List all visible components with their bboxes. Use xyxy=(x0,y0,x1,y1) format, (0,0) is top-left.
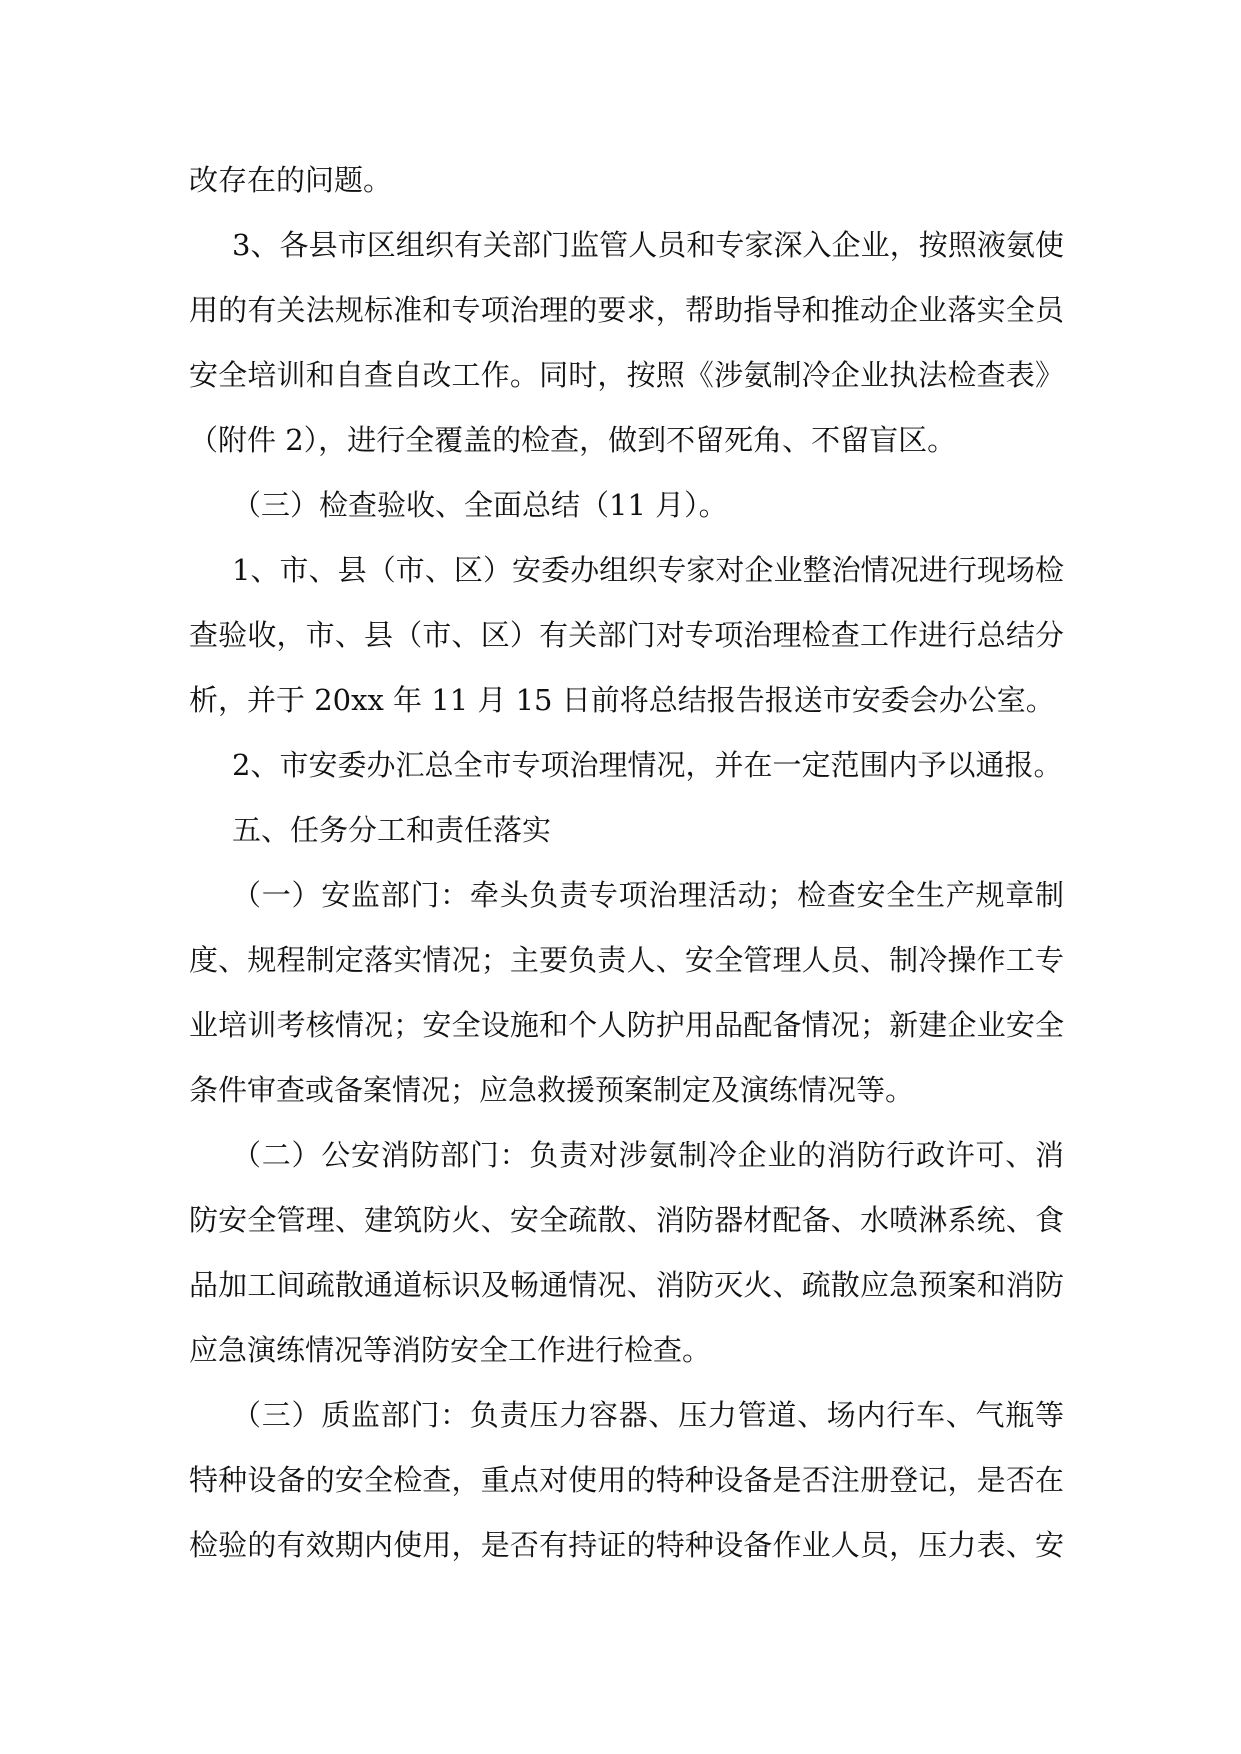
text-line: 度、规程制定落实情况；主要负责人、安全管理人员、制冷操作工专 xyxy=(189,943,1064,977)
text-line: 特种设备的安全检查，重点对使用的特种设备是否注册登记，是否在 xyxy=(189,1463,1064,1497)
text-line: 应急演练情况等消防安全工作进行检查。 xyxy=(189,1333,712,1367)
section-heading-3: （三）检查验收、全面总结（11 月）。 xyxy=(232,488,728,522)
text-line-sub-2: （二）公安消防部门：负责对涉氨制冷企业的消防行政许可、消 xyxy=(232,1138,1064,1172)
text-line-sub-1: （一）安监部门：牵头负责专项治理活动；检查安全生产规章制 xyxy=(232,878,1064,912)
text-line: 检验的有效期内使用，是否有持证的特种设备作业人员，压力表、安 xyxy=(189,1528,1064,1562)
text-line: 用的有关法规标准和专项治理的要求，帮助指导和推动企业落实全员 xyxy=(189,293,1064,327)
text-line-continuation: 改存在的问题。 xyxy=(189,163,393,197)
text-line: 品加工间疏散通道标识及畅通情况、消防灭火、疏散应急预案和消防 xyxy=(189,1268,1064,1302)
text-line: 防安全管理、建筑防火、安全疏散、消防器材配备、水喷淋系统、食 xyxy=(189,1203,1064,1237)
text-line-sub-3: （三）质监部门：负责压力容器、压力管道、场内行车、气瓶等 xyxy=(232,1398,1064,1432)
text-line: 条件审查或备案情况；应急救援预案制定及演练情况等。 xyxy=(189,1073,915,1107)
text-line: （附件 2），进行全覆盖的检查，做到不留死角、不留盲区。 xyxy=(189,423,957,457)
text-line-item-1: 1、市、县（市、区）安委办组织专家对企业整治情况进行现场检 xyxy=(232,553,1064,587)
section-heading-5: 五、任务分工和责任落实 xyxy=(232,813,552,847)
text-line-item-2: 2、市安委办汇总全市专项治理情况，并在一定范围内予以通报。 xyxy=(232,748,1063,782)
text-line: 析，并于 20xx 年 11 月 15 日前将总结报告报送市安委会办公室。 xyxy=(189,683,1055,717)
text-line: 业培训考核情况；安全设施和个人防护用品配备情况；新建企业安全 xyxy=(189,1008,1064,1042)
text-line: 查验收，市、县（市、区）有关部门对专项治理检查工作进行总结分 xyxy=(189,618,1064,652)
text-line-item-3: 3、各县市区组织有关部门监管人员和专家深入企业，按照液氨使 xyxy=(232,228,1064,262)
text-line: 安全培训和自查自改工作。同时，按照《涉氨制冷企业执法检查表》 xyxy=(189,358,1064,392)
